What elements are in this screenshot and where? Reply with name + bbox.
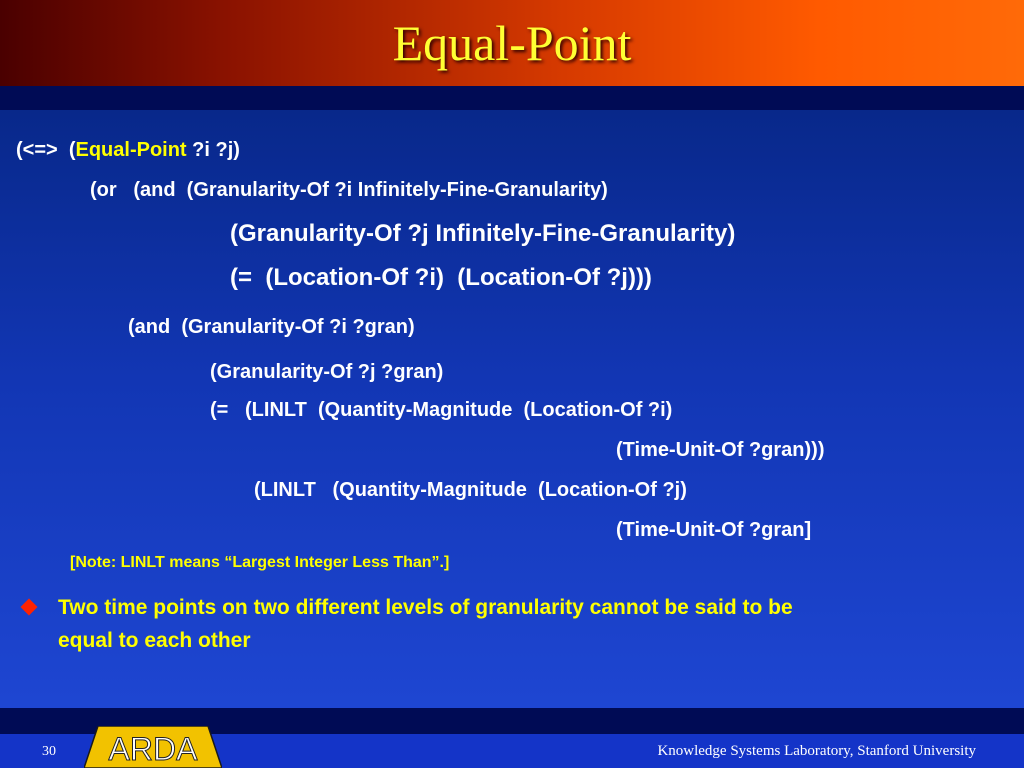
bullet-text-line-1: Two time points on two different levels of granularity cannot be said to be <box>58 596 793 619</box>
arda-logo <box>84 726 222 768</box>
code-line-2: (or (and (Granularity-Of ?i Infinitely-Fine-Granularity) <box>90 179 608 201</box>
code-line-9: (LINLT (Quantity-Magnitude (Location-Of ?j) <box>254 479 687 501</box>
bullet-text-line-2: equal to each other <box>58 629 251 652</box>
code-line-4: (= (Location-Of ?i) (Location-Of ?j))) <box>230 264 652 291</box>
note-text: [Note: LINLT means “Largest Integer Less Than”.] <box>70 554 450 571</box>
page-number: 30 <box>42 744 56 759</box>
logo-text: ARDA <box>108 731 198 767</box>
code-line-10: (Time-Unit-Of ?gran] <box>616 519 812 541</box>
code-line-1 <box>16 139 240 162</box>
code-function-name: Equal-Point <box>75 139 187 161</box>
code-line-5: (and (Granularity-Of ?i ?gran) <box>128 316 415 338</box>
slide-title: Equal-Point <box>392 15 632 71</box>
code-line-6: (Granularity-Of ?j ?gran) <box>210 361 444 383</box>
header-separator <box>0 86 1024 110</box>
code-line-8: (Time-Unit-Of ?gran))) <box>616 439 825 461</box>
code-line-7: (= (LINLT (Quantity-Magnitude (Location-Of ?i) <box>210 399 673 421</box>
code-line-3: (Granularity-Of ?j Infinitely-Fine-Granularity) <box>230 220 736 247</box>
code-open: (<=> ( <box>16 139 76 161</box>
footer-credit: Knowledge Systems Laboratory, Stanford University <box>657 743 976 759</box>
code-args: ?i ?j) <box>186 139 240 161</box>
